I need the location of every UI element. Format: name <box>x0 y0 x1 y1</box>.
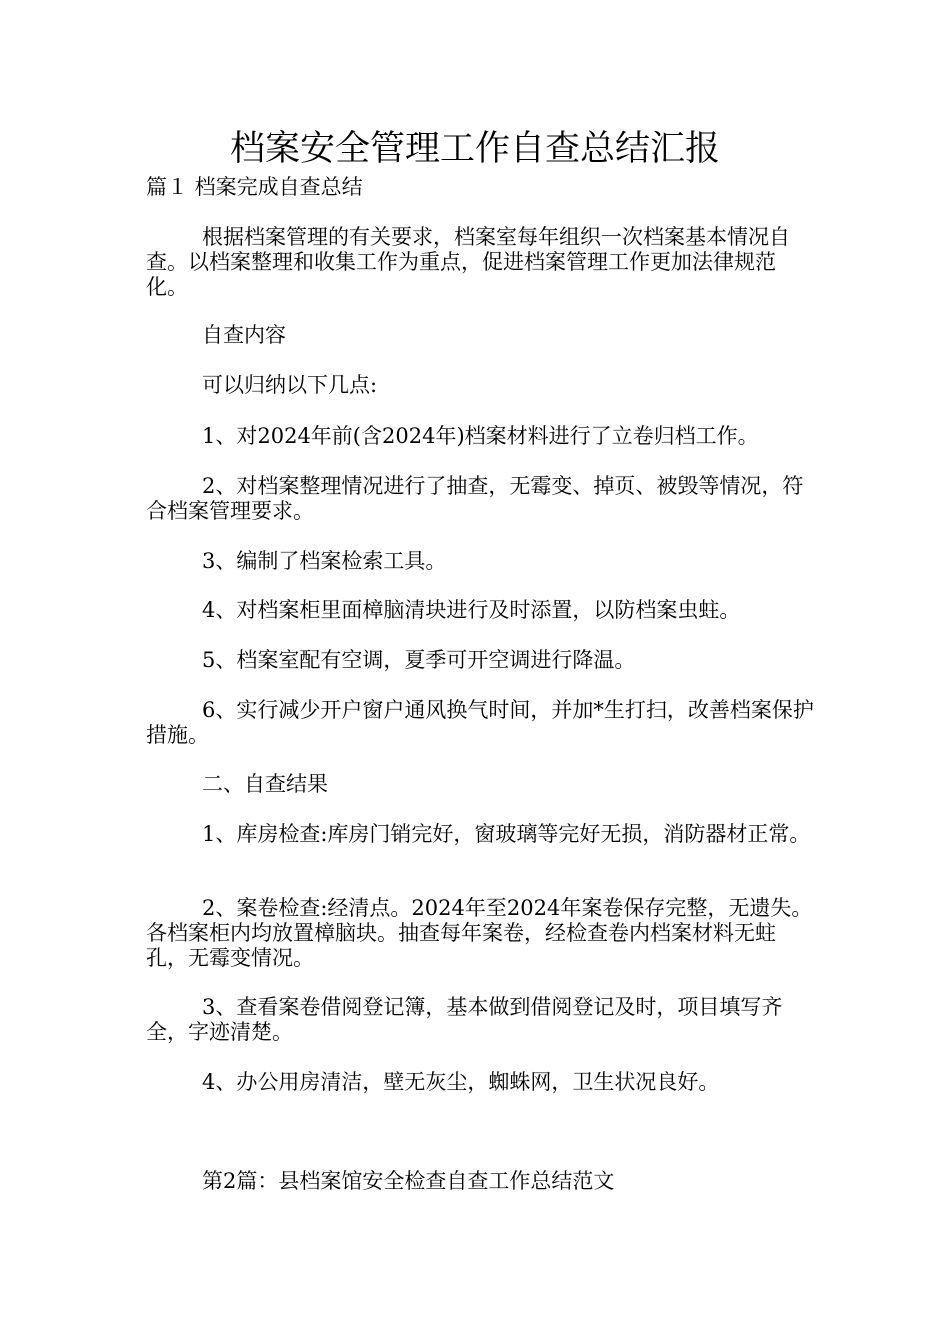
paragraph-point-3: 3、编制了档案检索工具。 <box>202 549 447 573</box>
paragraph-point-1: 1、对2024年前(含2024年)档案材料进行了立卷归档工作。 <box>202 424 759 448</box>
paragraph-result-1: 1、库房检查:库房门销完好，窗玻璃等完好无损，消防器材正常。 <box>202 822 811 846</box>
paragraph-intro: 根据档案管理的有关要求，档案室每年组织一次档案基本情况自查。以档案整理和收集工作为重点，促进档案管理工作更加法律规范化。 <box>146 225 790 299</box>
section-1-heading: 篇１ 档案完成自查总结 <box>146 175 363 199</box>
paragraph-point-2: 2、对档案整理情况进行了抽查，无霉变、掉页、被毁等情况，符合档案管理要求。 <box>146 474 804 523</box>
paragraph-point-5: 5、档案室配有空调，夏季可开空调进行降温。 <box>202 648 636 672</box>
paragraph-point-4: 4、对档案柜里面樟脑清块进行及时添置，以防档案虫蛀。 <box>202 598 741 622</box>
paragraph-result-2: 2、案卷检查:经清点。2024年至2024年案卷保存完整，无遗失。各档案柜内均放置樟脑块。抽查每年案卷，经检查卷内档案材料无蛀孔，无霉变情况。 <box>146 896 813 970</box>
paragraph-results-heading: 二、自查结果 <box>202 772 328 796</box>
paragraph-result-4: 4、办公用房清洁，壁无灰尘，蜘蛛网，卫生状况良好。 <box>202 1070 720 1094</box>
document-title: 档案安全管理工作自查总结汇报 <box>229 129 720 169</box>
paragraph-point-6: 6、实行减少开户窗户通风换气时间，并加*生打扫，改善档案保护措施。 <box>146 698 814 747</box>
paragraph-result-3: 3、查看案卷借阅登记簿，基本做到借阅登记及时，项目填写齐全，字迹清楚。 <box>146 995 783 1044</box>
section-2-heading: 第2篇：县档案馆安全检查自查工作总结范文 <box>202 1169 615 1193</box>
paragraph-self-check-content: 自查内容 <box>202 323 286 347</box>
paragraph-summary-points: 可以归纳以下几点: <box>202 373 378 397</box>
